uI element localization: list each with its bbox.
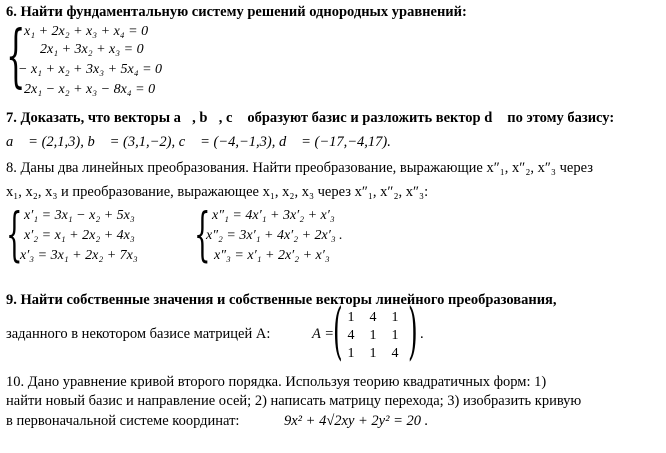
matrix-row (340, 309, 406, 327)
system-brace: { (6, 200, 23, 268)
equation-line: x₁ + 2x₂ + x₃ + x₄ = 0 (24, 24, 149, 39)
problem-7-title: 7. Доказать, что векторы a⃗, b⃗, c⃗ образуют базис и разложить вектор d⃗ по этому базису: (6, 110, 615, 126)
matrix-cell: 1 (391, 328, 399, 343)
problem-10-line3: в первоначальной системе координат: (6, 413, 240, 429)
matrix-cell: 1 (369, 328, 377, 343)
matrix-cell: 4 (391, 346, 399, 361)
transform-line: x″₂ = 3x′₁ + 4x′₂ + 2x′₃ . (206, 228, 343, 243)
matrix-cell: 1 (347, 310, 355, 325)
system-brace: { (6, 17, 26, 96)
transform-line: x′₂ = x₁ + 2x₂ + 4x₃ (24, 228, 135, 243)
problem-8-line2: x₁, x₂, x₃ и преобразование, выражающее x₁, x₂, x₃ через x″₁, x″₂, x″₃: (6, 184, 429, 200)
problem-8-line1: 8. Даны два линейных преобразования. Найти преобразование, выражающие x″₁, x″₂, x″₃ через (6, 160, 593, 176)
problem-10-line1: 10. Дано уравнение кривой второго порядка. Используя теорию квадратичных форм: 1) (6, 374, 547, 390)
system-brace: { (194, 200, 211, 268)
matrix-row (340, 345, 406, 363)
transform-line: x″₁ = 4x′₁ + 3x′₂ + x′₃ (212, 208, 335, 223)
problem-9-line1: 9. Найти собственные значения и собственные векторы линейного преобразования, (6, 292, 557, 308)
transform-line: x′₁ = 3x₁ − x₂ + 5x₃ (24, 208, 135, 223)
matrix-cell: 4 (369, 310, 377, 325)
matrix (340, 309, 406, 363)
curve-equation: 9x² + 4√2xy + 2y² = 20 . (284, 413, 429, 429)
matrix-period: . (420, 326, 424, 342)
problem-10-line2: найти новый базис и направление осей; 2) написать матрицу перехода; 3) изобразить кривую (6, 393, 582, 409)
matrix-label: A = (312, 326, 335, 342)
matrix-cell: 1 (347, 346, 355, 361)
problem-9-line2: заданного в некотором базисе матрицей A: (6, 326, 271, 342)
transform-line: x″₃ = x′₁ + 2x′₂ + x′₃ (214, 248, 330, 263)
matrix-row (340, 327, 406, 345)
equation-line: 2x₁ − x₂ + x₃ − 8x₄ = 0 (24, 82, 156, 97)
matrix-cell: 4 (347, 328, 355, 343)
transform-line: x′₃ = 3x₁ + 2x₂ + 7x₃ (20, 248, 138, 263)
equation-line: 2x₁ + 3x₂ + x₃ = 0 (40, 42, 144, 57)
matrix-left-paren: ( (333, 294, 343, 367)
matrix-cell: 1 (391, 310, 399, 325)
vectors-line: a⃗ = (2,1,3), b⃗ = (3,1,−2), c⃗ = (−4,−1,3), d⃗ = (−17,−4,17). (6, 134, 391, 150)
equation-line: − x₁ + x₂ + 3x₃ + 5x₄ = 0 (18, 62, 163, 77)
matrix-cell: 1 (369, 346, 377, 361)
matrix-right-paren: ) (408, 294, 418, 367)
problem-6-title: 6. Найти фундаментальную систему решений однородных уравнений: (6, 4, 467, 20)
